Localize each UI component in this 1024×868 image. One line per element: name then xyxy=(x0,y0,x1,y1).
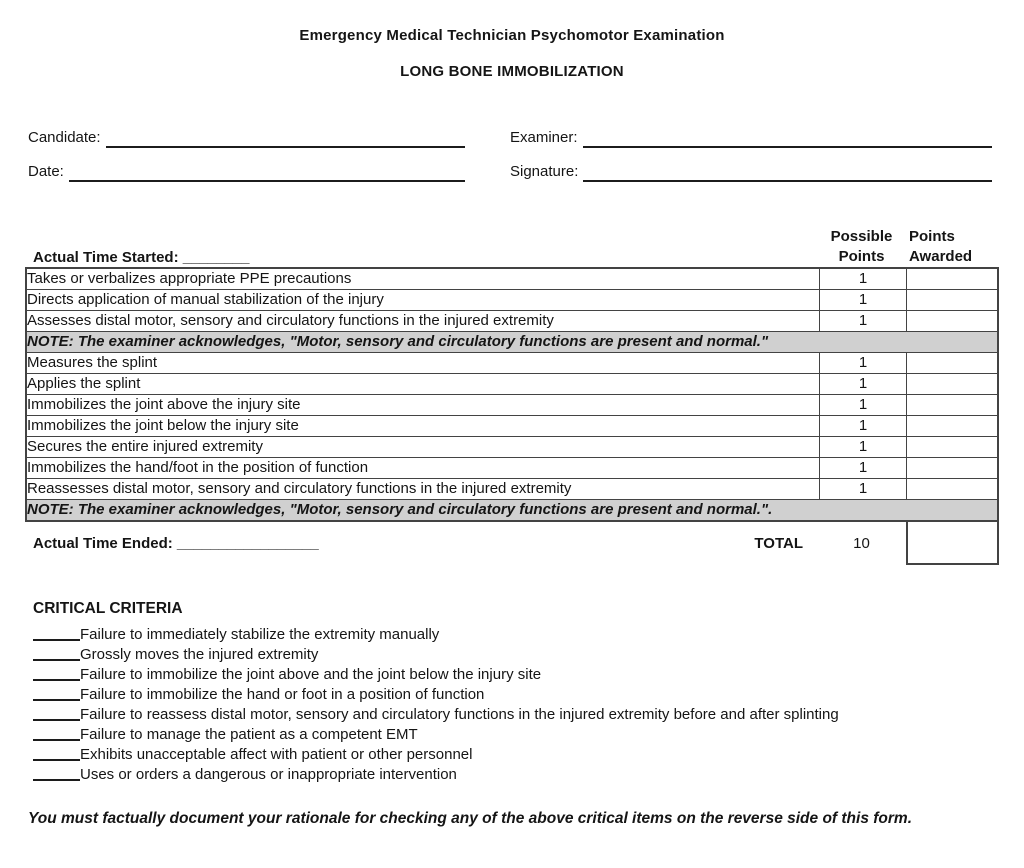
candidate-blank-line[interactable] xyxy=(106,129,465,148)
examiner-blank-line[interactable] xyxy=(583,129,992,148)
rationale-instruction: You must factually document your rationale for checking any of the above critical items on the reverse side of this form. xyxy=(28,810,912,827)
critical-criteria-text: Failure to immobilize the joint above and the joint below the injury site xyxy=(80,666,542,683)
possible-points-value: 1 xyxy=(820,437,907,458)
total-row xyxy=(25,522,999,565)
candidate-field xyxy=(28,129,465,148)
critical-criteria-check-blank[interactable] xyxy=(33,666,80,681)
critical-criteria-heading: CRITICAL CRITERIA xyxy=(33,600,183,617)
skill-description: Immobilizes the joint above the injury site xyxy=(26,395,820,416)
examiner-field xyxy=(510,129,992,148)
total-label: TOTAL xyxy=(754,535,803,552)
critical-criteria-item xyxy=(33,665,999,685)
critical-criteria-text: Grossly moves the injured extremity xyxy=(80,646,319,663)
points-awarded-cell[interactable] xyxy=(907,479,999,500)
possible-points-header-line2: Points xyxy=(838,248,885,265)
points-awarded-column-header xyxy=(906,227,999,267)
note-row xyxy=(26,332,998,353)
note-row xyxy=(26,500,998,522)
points-awarded-cell[interactable] xyxy=(907,290,999,311)
score-table-header xyxy=(25,227,999,267)
critical-criteria-item xyxy=(33,705,999,725)
examiner-note-text: NOTE: The examiner acknowledges, "Motor, sensory and circulatory functions are present and normal." xyxy=(26,332,998,353)
critical-criteria-text: Failure to immediately stabilize the extremity manually xyxy=(80,626,440,643)
points-awarded-cell[interactable] xyxy=(907,374,999,395)
skill-description: Immobilizes the joint below the injury site xyxy=(26,416,820,437)
possible-points-value: 1 xyxy=(820,290,907,311)
time-started-label: Actual Time Started: ________ xyxy=(33,249,250,266)
critical-criteria-item xyxy=(33,725,999,745)
critical-criteria-list xyxy=(33,625,999,785)
skill-description: Measures the splint xyxy=(26,353,820,374)
critical-criteria-check-blank[interactable] xyxy=(33,646,80,661)
possible-points-value: 1 xyxy=(820,268,907,290)
total-row-left xyxy=(25,535,817,552)
examiner-label: Examiner: xyxy=(510,129,578,146)
points-awarded-cell[interactable] xyxy=(907,437,999,458)
skill-description: Takes or verbalizes appropriate PPE precautions xyxy=(26,268,820,290)
critical-criteria-item xyxy=(33,745,999,765)
possible-points-value: 1 xyxy=(820,458,907,479)
possible-points-value: 1 xyxy=(820,374,907,395)
skill-score-table xyxy=(25,267,999,522)
skill-row xyxy=(26,437,998,458)
skill-row xyxy=(26,374,998,395)
points-awarded-cell[interactable] xyxy=(907,395,999,416)
points-awarded-header-line2: Awarded xyxy=(909,248,973,265)
points-awarded-cell[interactable] xyxy=(907,416,999,437)
possible-points-value: 1 xyxy=(820,416,907,437)
critical-criteria-check-blank[interactable] xyxy=(33,766,80,781)
skill-row xyxy=(26,268,998,290)
critical-criteria-item xyxy=(33,645,999,665)
signature-field xyxy=(510,163,992,182)
skill-row xyxy=(26,416,998,437)
critical-criteria-section xyxy=(25,600,999,785)
critical-criteria-check-blank[interactable] xyxy=(33,626,80,641)
skill-description: Immobilizes the hand/foot in the position of function xyxy=(26,458,820,479)
total-points-awarded-box[interactable] xyxy=(906,522,999,565)
critical-criteria-check-blank[interactable] xyxy=(33,726,80,741)
possible-points-value: 1 xyxy=(820,395,907,416)
possible-points-value: 1 xyxy=(820,479,907,500)
possible-points-column-header xyxy=(817,227,906,267)
critical-criteria-check-blank[interactable] xyxy=(33,706,80,721)
signature-label: Signature: xyxy=(510,163,579,180)
points-awarded-header-line1: Points xyxy=(909,228,955,245)
date-blank-line[interactable] xyxy=(69,163,465,182)
critical-criteria-item xyxy=(33,685,999,705)
critical-criteria-item xyxy=(33,625,999,645)
skill-row xyxy=(26,311,998,332)
critical-criteria-text: Failure to manage the patient as a competent EMT xyxy=(80,726,418,743)
critical-criteria-check-blank[interactable] xyxy=(33,686,80,701)
page-title: Emergency Medical Technician Psychomotor Examination xyxy=(299,27,725,44)
possible-points-value: 1 xyxy=(820,353,907,374)
possible-points-header-line1: Possible xyxy=(830,228,893,245)
skill-description: Secures the entire injured extremity xyxy=(26,437,820,458)
candidate-label: Candidate: xyxy=(28,129,101,146)
skill-row xyxy=(26,479,998,500)
possible-points-value: 1 xyxy=(820,311,907,332)
skill-row xyxy=(26,458,998,479)
examiner-note-text: NOTE: The examiner acknowledges, "Motor, sensory and circulatory functions are present and normal.". xyxy=(26,500,998,522)
total-possible-points: 10 xyxy=(853,535,870,552)
skill-row xyxy=(26,290,998,311)
date-label: Date: xyxy=(28,163,64,180)
signature-blank-line[interactable] xyxy=(583,163,992,182)
critical-criteria-text: Failure to reassess distal motor, sensory and circulatory functions in the injured extremity before and after splinting xyxy=(80,706,839,723)
skill-description: Assesses distal motor, sensory and circulatory functions in the injured extremity xyxy=(26,311,820,332)
critical-criteria-item xyxy=(33,765,999,785)
skill-title: LONG BONE IMMOBILIZATION xyxy=(400,63,624,80)
points-awarded-cell[interactable] xyxy=(907,458,999,479)
points-awarded-cell[interactable] xyxy=(907,311,999,332)
critical-criteria-text: Exhibits unacceptable affect with patient or other personnel xyxy=(80,746,473,763)
identification-fields xyxy=(28,129,999,182)
points-awarded-cell[interactable] xyxy=(907,353,999,374)
critical-criteria-text: Uses or orders a dangerous or inappropriate intervention xyxy=(80,766,457,783)
time-ended-label: Actual Time Ended: _________________ xyxy=(33,535,319,552)
skill-description: Directs application of manual stabilization of the injury xyxy=(26,290,820,311)
skill-description: Reassesses distal motor, sensory and circulatory functions in the injured extremity xyxy=(26,479,820,500)
critical-criteria-check-blank[interactable] xyxy=(33,746,80,761)
points-awarded-cell[interactable] xyxy=(907,268,999,290)
critical-criteria-text: Failure to immobilize the hand or foot in a position of function xyxy=(80,686,485,703)
skill-row xyxy=(26,395,998,416)
skill-row xyxy=(26,353,998,374)
date-field xyxy=(28,163,465,182)
skill-description: Applies the splint xyxy=(26,374,820,395)
